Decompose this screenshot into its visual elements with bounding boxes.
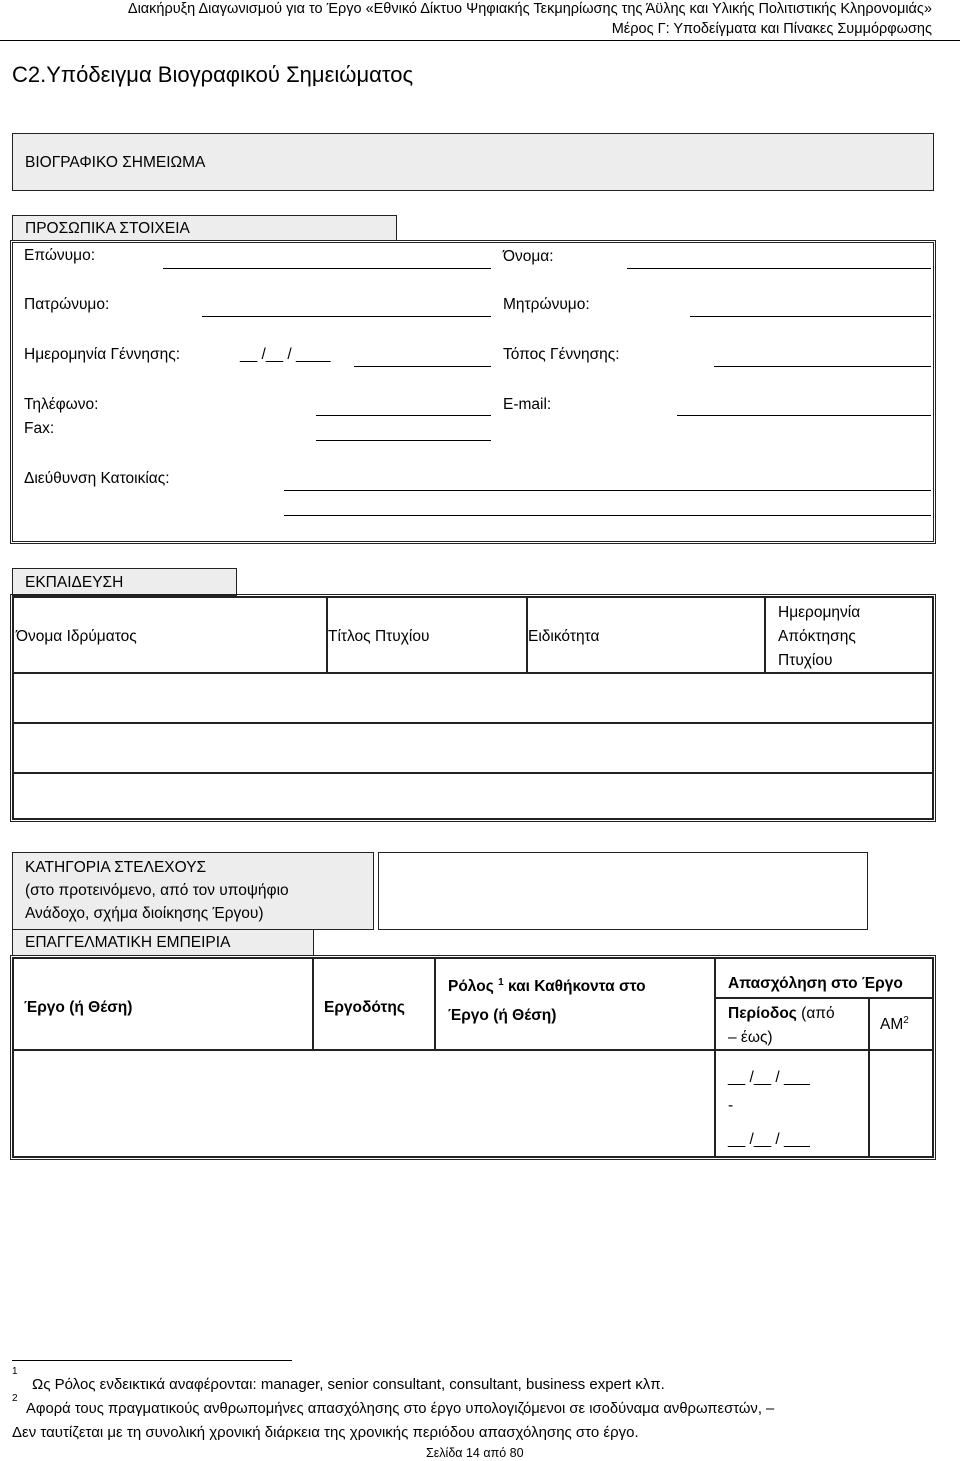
label-phone: Τηλέφωνο: — [24, 396, 99, 413]
field-fax[interactable] — [316, 440, 491, 441]
footnote-mark-1: 1 — [12, 1366, 18, 1377]
field-mother[interactable] — [690, 316, 931, 317]
footnote-rule — [12, 1360, 292, 1361]
exp-row-period[interactable]: __ /__ / ___ - __ /__ / ___ — [715, 1050, 869, 1157]
footnote-2-cont: Δεν ταυτίζεται με τη συνολική χρονική διάρκεια της χρονικής περιόδου απασχόλησης στο έργο. — [12, 1424, 639, 1441]
header-title: Διακήρυξη Διαγωνισμού για το Έργο «Εθνικό Δίκτυο Ψηφιακής Τεκμηρίωσης της Άϋλης και Υλικής Πολιτιστικής Κληρονομιάς» — [127, 1, 932, 17]
exp-row-am[interactable] — [869, 1050, 933, 1157]
cv-title-box — [12, 133, 934, 191]
section-title: C2.Υπόδειγμα Βιογραφικού Σημειώματος — [12, 62, 414, 87]
page-number: Σελίδα 14 από 80 — [426, 1446, 524, 1460]
personal-heading: ΠΡΟΣΩΠΙΚΑ ΣΤΟΙΧΕΙΑ — [25, 220, 190, 237]
experience-heading: ΕΠΑΓΓΕΛΜΑΤΙΚΗ ΕΜΠΕΙΡΙΑ — [25, 934, 231, 951]
label-birthdate: Ημερομηνία Γέννησης: — [24, 346, 181, 363]
edu-row[interactable] — [13, 673, 933, 723]
category-field[interactable] — [378, 852, 868, 930]
birthdate-line — [354, 366, 491, 367]
education-table — [10, 594, 936, 822]
field-address-1[interactable] — [284, 490, 931, 491]
edu-header-degree: Τίτλος Πτυχίου — [327, 597, 527, 673]
field-phone[interactable] — [316, 415, 491, 416]
field-name[interactable] — [627, 268, 931, 269]
edu-header-date: Ημερομηνία Απόκτησης Πτυχίου — [765, 597, 933, 673]
label-email: E-mail: — [503, 396, 552, 413]
personal-frame — [10, 240, 936, 544]
field-email[interactable] — [677, 415, 931, 416]
education-heading: ΕΚΠΑΙΔΕΥΣΗ — [25, 574, 124, 591]
footnote-mark-2: 2 — [12, 1393, 18, 1404]
field-surname[interactable] — [163, 268, 491, 269]
personal-heading-box — [12, 215, 397, 241]
field-birthdate[interactable]: __ /__ / ____ — [240, 346, 331, 363]
footnote-1: Ως Ρόλος ενδεικτικά αναφέρονται: manager, senior consultant, consultant, business expert κλπ. — [32, 1376, 665, 1393]
category-note-2: Ανάδοχο, σχήμα διοίκησης Έργου) — [25, 905, 264, 922]
exp-header-am: $AM^2$ — [869, 998, 933, 1050]
experience-heading-box — [12, 929, 314, 956]
education-heading-box — [12, 568, 237, 596]
category-box — [12, 852, 374, 930]
label-address: Διεύθυνση Κατοικίας: — [24, 470, 170, 487]
field-address-2[interactable] — [284, 515, 931, 516]
footnote-2: Αφορά τους πραγματικούς ανθρωπομήνες απασχόλησης στο έργο υπολογιζόμενοι σε ισοδύναμα ανθρωπεστών, – — [26, 1401, 775, 1417]
exp-row[interactable] — [13, 1050, 715, 1157]
exp-header-employer: Εργοδότης — [313, 958, 435, 1050]
label-father: Πατρώνυμο: — [24, 296, 110, 313]
edu-header-institution: Όνομα Ιδρύματος — [13, 597, 327, 673]
label-mother: Μητρώνυμο: — [503, 296, 590, 313]
experience-table — [10, 955, 936, 1160]
field-father[interactable] — [202, 316, 491, 317]
exp-header-period: Περίοδος (από – έως) — [715, 998, 869, 1050]
category-title: ΚΑΤΗΓΟΡΙΑ ΣΤΕΛΕΧΟΥΣ — [25, 859, 207, 876]
header-rule — [0, 40, 960, 41]
edu-header-specialty: Ειδικότητα — [527, 597, 765, 673]
exp-header-occupation: Απασχόληση στο Έργο — [715, 958, 933, 998]
field-birthplace[interactable] — [714, 366, 931, 367]
exp-header-project: Έργο (ή Θέση) — [13, 958, 313, 1050]
label-surname: Επώνυμο: — [24, 247, 95, 264]
label-name: Όνομα: — [503, 248, 554, 265]
label-fax: Fax: — [24, 420, 55, 437]
exp-header-role: Ρόλος $^1$ και Καθήκοντα στο Έργο (ή Θέση) — [435, 958, 715, 1050]
cv-title: ΒΙΟΓΡΑΦΙΚΟ ΣΗΜΕΙΩΜΑ — [25, 154, 206, 171]
category-note-1: (στο προτεινόμενο, από τον υποψήφιο — [25, 882, 289, 899]
label-birthplace: Τόπος Γέννησης: — [503, 346, 620, 363]
header-subtitle: Μέρος Γ: Υποδείγματα και Πίνακες Συμμόρφωσης — [611, 21, 932, 37]
edu-row[interactable] — [13, 773, 933, 819]
edu-row[interactable] — [13, 723, 933, 773]
